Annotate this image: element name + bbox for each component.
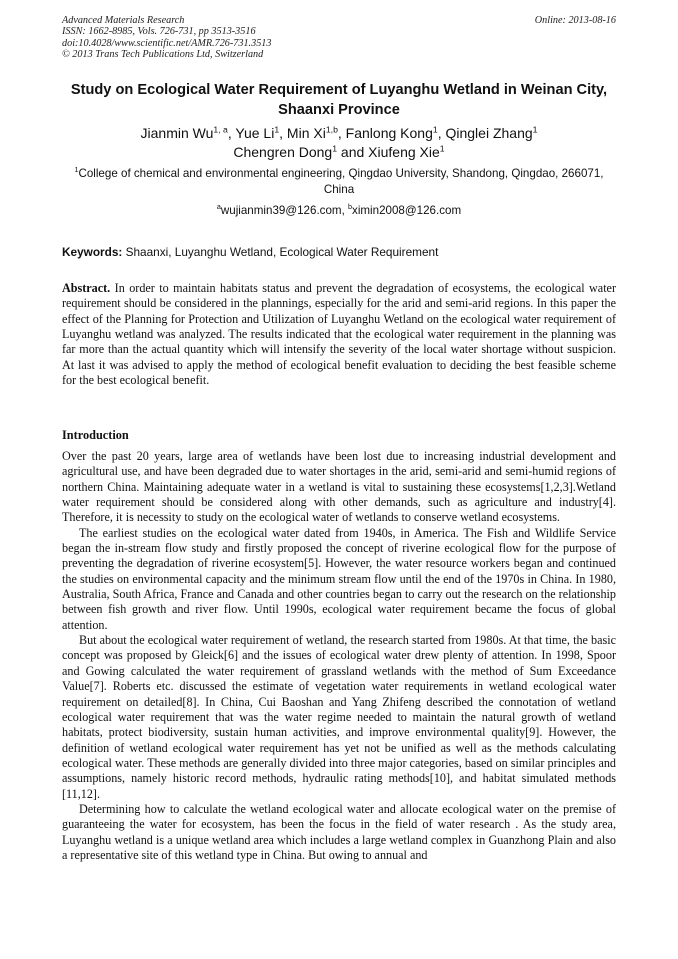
author-affil-sup: 1,b (325, 124, 338, 135)
affiliation-text: College of chemical and environmental engineering, Qingdao University, Shandong, Qingdao, 266071, China (78, 167, 604, 196)
paragraph: Determining how to calculate the wetland ecological water and allocate ecological water on the premise of guaranteeing the water for ecosystem, has been the focus in the field of water research . As the study area, Luyanghu wetland is a unique wetland area which includes a large wetland complex in Guanzhong Plain and also a representative site of this wetland type in China. But owing to annual and (62, 801, 616, 862)
keywords-text: Shaanxi, Luyanghu Wetland, Ecological Water Requirement (122, 245, 439, 259)
abstract-label: Abstract. (62, 281, 111, 295)
paragraph: Over the past 20 years, large area of wetlands have been lost due to increasing industrial development and agricultural use, and have been degraded due to water shortages in the arid, semi-arid and semi-humid regions of northern China. Maintaining adequate water in a wetland is vital to sustaining these ecosystems[1,2,3].Wetland water requirement should be considered along with other demands, such as agriculture and industry[4]. Therefore, it is necessity to study on the ecological water of wetlands to conserve wetland ecosystems. (62, 449, 616, 525)
email-line (62, 203, 616, 218)
author-list (62, 124, 616, 162)
email-sup-b: b (348, 202, 353, 212)
issn-line: ISSN: 1662-8985, Vols. 726-731, pp 3513-3516 (62, 26, 256, 38)
author-name: , Fanlong Kong (337, 125, 433, 141)
author-affil-sup: 1 (274, 124, 280, 135)
email-a: wujianmin39@126.com, (220, 204, 349, 217)
author-name: and Xiufeng Xie (337, 144, 440, 160)
paragraph: But about the ecological water requirement of wetland, the research started from 1980s. At that time, the basic concept was proposed by Gleick[6] and the issues of ecological water drew plenty of attention. In 1998, Spoor and Gowing calculated the water requirement of grassland wetlands with the method of Sum Exceedance Value[7]. Roberts etc. discussed the estimate of vegetation water requirements in wetland ecological water requirement on detailed[8]. In China, Cui Baoshan and Yang Zhifeng described the connotation of wetland ecological water requirement that was the water regime needed to maintain the natural growth of wetland habitats, protect biodiversity, sustain human activities, and improve environmental quality[9]. However, the definition of wetland ecological water requirement has yet not be unified as well as the methods calculating ecological water. These methods are generally divided into three major categories, based on similar principles and assumptions, namely historic record methods, hydraulic rating methods[10], and habitat simulated methods [11,12]. (62, 633, 616, 801)
abstract (62, 281, 616, 388)
abstract-text: In order to maintain habitats status and prevent the degradation of ecosystems, the ecological water requirement should be considered in the plannings, especially for the arid and semi-arid regions. In this paper the effect of the Planning for Protection and Utilization of Luyanghu Wetland on the ecological water requirement of Luyanghu wetland was analyzed. The results indicated that the ecological water requirement in the planning was far more than the actual quantity which will intensify the severity of the local water shortage without suspicion. At last it was advised to apply the method of ecological benefit evaluation to deciding the best feasible scheme for the best ecological benefit. (62, 281, 616, 388)
doi-line: doi:10.4028/www.scientific.net/AMR.726-731.3513 (62, 37, 272, 49)
affiliation (62, 166, 616, 197)
introduction-body (62, 449, 616, 863)
author-affil-sup: 1 (332, 143, 338, 154)
journal-name: Advanced Materials Research (62, 15, 185, 26)
author-name: , Min Xi (279, 125, 326, 141)
affiliation-sup: 1 (74, 165, 79, 175)
keywords (62, 245, 616, 260)
author-affil-sup: 1, a (213, 124, 228, 135)
email-sup-a: a (216, 202, 221, 212)
author-affil-sup: 1 (532, 124, 538, 135)
author-name: Jianmin Wu (140, 125, 214, 141)
section-heading-introduction: Introduction (62, 428, 129, 442)
running-header (62, 15, 616, 61)
keywords-label: Keywords: (62, 245, 123, 259)
author-name: , Qinglei Zhang (437, 125, 533, 141)
paper-title: Study on Ecological Water Requirement of Luyanghu Wetland in Weinan City, Shaanxi Province (70, 82, 608, 118)
online-date: Online: 2013-08-16 (534, 15, 616, 26)
paragraph: The earliest studies on the ecological water dated from 1940s, in America. The Fish and Wildlife Service began the in-stream flow study and firstly proposed the concept of riverine ecological flow for the purpose of preventing the degradation of riverine ecosystem[5]. However, the water resource workers began and continued the studies on environmental capacity and the minimum stream flow until the end of the 1970s in China. In 1980, Australia, South Africa, France and Canada and other countries began to carry out the research on the relationship between fish growth and river flow. Until 1990s, ecological water requirement became the focus of global attention. (62, 525, 616, 632)
copyright-line: © 2013 Trans Tech Publications Ltd, Switzerland (62, 49, 264, 61)
author-name: , Yue Li (227, 125, 275, 141)
email-b: ximin2008@126.com (352, 204, 462, 217)
author-affil-sup: 1 (439, 143, 445, 154)
author-name: Chengren Dong (233, 144, 333, 160)
author-affil-sup: 1 (432, 124, 438, 135)
